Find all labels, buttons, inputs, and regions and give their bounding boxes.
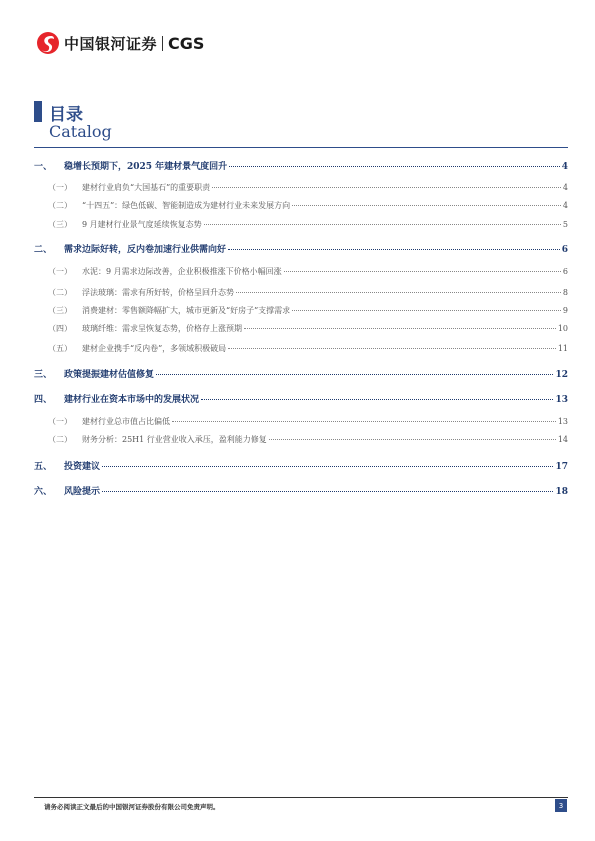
toc-entry-page: 10	[557, 324, 568, 333]
toc-dot-leader	[172, 421, 556, 422]
toc-entry-title: 建材行业在资本市场中的发展状况	[64, 395, 200, 405]
toc-entry-title: 浮法玻璃：需求有所好转，价格呈回升态势	[82, 288, 234, 297]
toc-entry-number: （五）	[48, 344, 72, 353]
toc-entry-page: 6	[562, 267, 568, 276]
toc-entry-number: （三）	[48, 220, 72, 229]
toc-entry-number: 一、	[34, 162, 53, 172]
toc-entry-title: 风险提示	[64, 487, 101, 497]
toc-entry-title: 财务分析：25H1 行业营业收入承压，盈利能力修复	[82, 435, 267, 444]
toc-dot-leader	[269, 439, 556, 440]
toc-entry-title: 政策提振建材估值修复	[64, 370, 155, 380]
toc-entry-title: 消费建材：零售额降幅扩大，城市更新及“好房子”支撑需求	[82, 306, 291, 315]
toc-section-entry[interactable]	[34, 459, 568, 472]
toc-entry-page: 17	[555, 462, 568, 472]
toc-dot-leader	[284, 271, 561, 272]
cgs-logo-icon	[36, 31, 60, 55]
toc-title-chinese: 目录	[49, 105, 83, 125]
toc-dot-leader	[292, 205, 561, 206]
toc-dot-leader	[292, 310, 561, 311]
title-accent-bar	[34, 101, 42, 122]
toc-section-entry[interactable]	[34, 367, 568, 380]
toc-entry-title: 建材行业肩负“大国基石”的重要职责	[82, 183, 211, 192]
toc-dot-leader	[201, 399, 553, 400]
toc-entry-page: 13	[557, 417, 568, 426]
toc-subsection-entry[interactable]	[34, 323, 568, 334]
page-number: 3	[555, 799, 567, 812]
footer-divider	[34, 797, 568, 798]
toc-subsection-entry[interactable]	[34, 416, 568, 427]
toc-section-entry[interactable]	[34, 484, 568, 497]
toc-entry-title: “十四五”：绿色低碳、智能制造成为建材行业未来发展方向	[82, 201, 291, 210]
toc-dot-leader	[204, 224, 561, 225]
toc-subsection-entry[interactable]	[34, 287, 568, 298]
logo-separator	[162, 36, 163, 51]
toc-entry-number: （二）	[48, 435, 72, 444]
toc-subsection-entry[interactable]	[34, 266, 568, 277]
toc-entry-page: 4	[561, 162, 568, 172]
toc-dot-leader	[156, 374, 553, 375]
toc-dot-leader	[228, 348, 556, 349]
toc-subsection-entry[interactable]	[34, 219, 568, 230]
toc-subsection-entry[interactable]	[34, 182, 568, 193]
toc-entry-page: 12	[555, 370, 568, 380]
toc-entry-number: 三、	[34, 370, 53, 380]
toc-dot-leader	[244, 328, 556, 329]
toc-entry-page: 9	[562, 306, 568, 315]
toc-subsection-entry[interactable]	[34, 343, 568, 354]
toc-entry-title: 建材企业携手“反内卷”，多领域积极破局	[82, 344, 227, 353]
toc-divider	[34, 147, 568, 148]
toc-entry-number: （四）	[48, 324, 72, 333]
toc-entry-number: （一）	[48, 267, 72, 276]
toc-entry-title: 玻璃纤维：需求呈恢复态势，价格存上涨预期	[82, 324, 242, 333]
toc-entry-title: 建材行业总市值占比偏低	[82, 417, 170, 426]
toc-entry-number: （二）	[48, 201, 72, 210]
toc-entry-number: 六、	[34, 487, 53, 497]
toc-entry-page: 14	[557, 435, 568, 444]
toc-entry-title: 水泥：9 月需求边际改善，企业积极推涨下价格小幅回涨	[82, 267, 282, 276]
toc-entry-page: 18	[555, 487, 568, 497]
toc-entry-number: （一）	[48, 417, 72, 426]
toc-entry-number: （一）	[48, 183, 72, 192]
toc-entry-page: 4	[562, 201, 568, 210]
toc-entry-number: （二）	[48, 288, 72, 297]
toc-entry-page: 13	[555, 395, 568, 405]
toc-dot-leader	[212, 187, 561, 188]
toc-entry-page: 5	[562, 220, 568, 229]
toc-subsection-entry[interactable]	[34, 305, 568, 316]
toc-entry-page: 6	[561, 245, 568, 255]
toc-dot-leader	[102, 491, 553, 492]
toc-dot-leader	[102, 466, 553, 467]
toc-section-entry[interactable]	[34, 159, 568, 172]
toc-entry-page: 11	[557, 344, 568, 353]
toc-dot-leader	[236, 292, 561, 293]
toc-entry-page: 4	[562, 183, 568, 192]
toc-dot-leader	[229, 166, 560, 167]
toc-entry-number: 五、	[34, 462, 53, 472]
toc-subsection-entry[interactable]	[34, 434, 568, 445]
toc-entry-page: 8	[562, 288, 568, 297]
logo-chinese-name: 中国银河证券	[64, 34, 158, 53]
toc-entry-title: 9 月建材行业景气度延续恢复态势	[82, 220, 202, 229]
toc-section-entry[interactable]	[34, 242, 568, 255]
toc-section-entry[interactable]	[34, 392, 568, 405]
company-logo	[36, 31, 204, 55]
toc-entry-number: 四、	[34, 395, 53, 405]
toc-subsection-entry[interactable]	[34, 200, 568, 211]
footer-disclaimer: 请务必阅读正文最后的中国银河证券股份有限公司免责声明。	[44, 803, 220, 811]
toc-entry-title: 稳增长预期下，2025 年建材景气度回升	[64, 162, 228, 172]
toc-entry-title: 投资建议	[64, 462, 101, 472]
logo-english-name: CGS	[168, 33, 205, 53]
toc-title-english: Catalog	[49, 122, 112, 141]
toc-entry-number: （三）	[48, 306, 72, 315]
toc-entry-title: 需求边际好转，反内卷加速行业供需向好	[64, 245, 227, 255]
toc-entry-number: 二、	[34, 245, 53, 255]
toc-dot-leader	[228, 249, 560, 250]
